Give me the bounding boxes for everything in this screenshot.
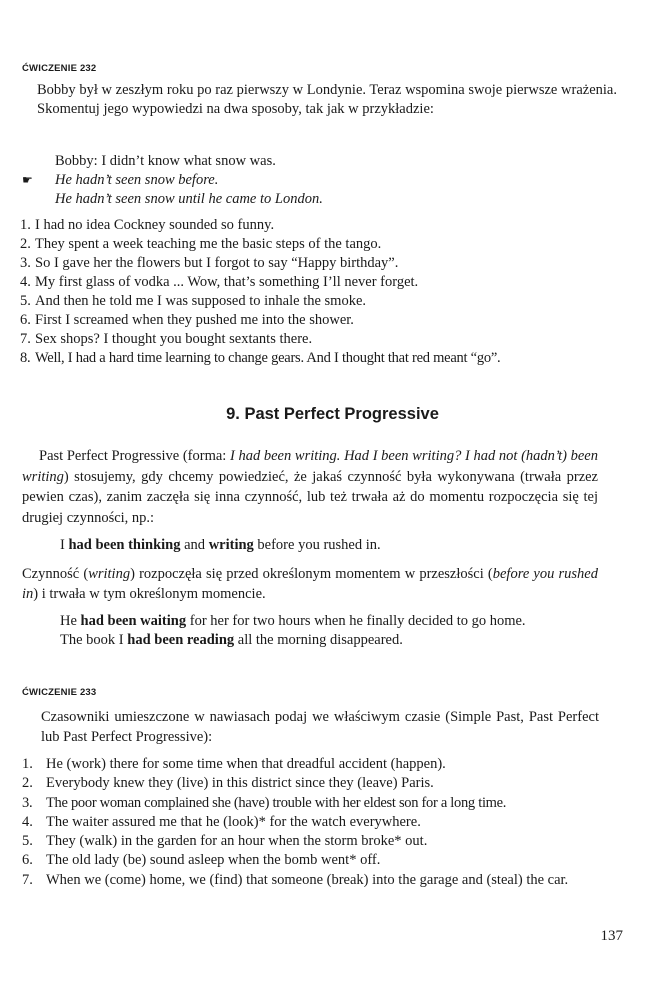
list-item <box>20 216 630 235</box>
example-bold-text: had been waiting <box>80 613 187 629</box>
italic-text: before you rushed in <box>22 566 598 602</box>
example-text: and <box>180 537 209 553</box>
exercise-233-heading: ĆWICZENIE 233 <box>22 687 97 698</box>
exercise-233-list <box>22 755 600 890</box>
item-text: First I screamed when they pushed me into the shower. <box>35 312 354 328</box>
list-item <box>20 254 630 273</box>
item-text: Sex shops? I thought you bought sextants there. <box>35 331 313 347</box>
item-text: They spent a week teaching me the basic steps of the tango. <box>35 236 382 252</box>
item-text: The old lady (be) sound asleep when the bomb went* off. <box>46 852 381 869</box>
example-text: for her for two hours when he finally decided to go home. <box>186 613 526 629</box>
list-item <box>22 851 600 870</box>
paragraph-text: ) rozpoczęła się przed określonym momentem w przeszłości ( <box>130 566 493 582</box>
example-text: before you rushed in. <box>253 537 381 553</box>
item-text: They (walk) in the garden for an hour when the storm broke* out. <box>46 833 428 850</box>
exercise-232-heading: ĆWICZENIE 232 <box>22 63 97 74</box>
example-bold-text: had been reading <box>127 632 235 648</box>
item-text: He (work) there for some time when that dreadful accident (happen). <box>46 756 446 772</box>
item-text: When we (come) home, we (find) that someone (break) into the garage and (steal) the car. <box>46 871 569 888</box>
exercise-232-instruction: Bobby był w zeszłym roku po raz pierwszy w Londynie. Teraz wspomina swoje pierwsze wrażenia. Skomentuj jego wypowiedzi na dwa sposoby, tak jak w przykładzie: <box>37 82 617 117</box>
item-text: So I gave her the flowers but I forgot to say “Happy birthday”. <box>35 255 399 271</box>
item-text: Everybody knew they (live) in this district since they (leave) Paris. <box>46 775 434 792</box>
item-number: 5. <box>22 833 33 850</box>
list-item <box>20 292 630 311</box>
example-sentence-1 <box>60 536 381 555</box>
list-item <box>20 235 630 254</box>
item-number: 7. <box>22 871 33 888</box>
item-text: My first glass of vodka ... Wow, that’s something I’ll never forget. <box>35 274 419 290</box>
paragraph-text: ) i trwała w tym określonym momencie. <box>33 586 266 602</box>
list-item <box>22 832 600 851</box>
example-text: He <box>60 613 81 629</box>
form-examples: I had been writing. Had I been writing? I had not (hadn’t) been writing <box>22 448 598 485</box>
item-number: 2. <box>20 236 31 252</box>
example-answer-1: He hadn’t seen snow before. <box>55 172 219 188</box>
exercise-233-instruction: Czasowniki umieszczone w nawiasach podaj we właściwym czasie (Simple Past, Past Perfect lub Past Perfect Progressive): <box>41 709 599 745</box>
pointing-hand-icon: ☛ <box>22 173 33 187</box>
item-text: I had no idea Cockney sounded so funny. <box>35 217 275 233</box>
list-item <box>20 273 630 292</box>
example-bold-text: writing <box>208 537 254 553</box>
example-sentence-2 <box>60 612 526 631</box>
list-item <box>22 794 600 813</box>
page-number: 137 <box>600 928 623 944</box>
list-item <box>20 311 630 330</box>
paragraph-text: Czynność ( <box>22 566 89 582</box>
item-number: 4. <box>20 274 31 290</box>
example-answer-2: He hadn’t seen snow until he came to London. <box>55 191 323 207</box>
item-number: 6. <box>20 312 31 328</box>
item-number: 8. <box>20 350 31 366</box>
section-paragraph-2 <box>22 564 598 604</box>
item-number: 3. <box>20 255 31 271</box>
item-number: 4. <box>22 813 33 830</box>
item-text: The poor woman complained she (have) trouble with her eldest son for a long time. <box>46 794 507 811</box>
example-text: all the morning disappeared. <box>234 632 403 648</box>
example-text: The book I <box>60 632 128 648</box>
item-number: 1. <box>22 756 33 772</box>
item-text: The waiter assured me that he (look)* for the watch everywhere. <box>46 813 421 830</box>
exercise-232-list <box>20 216 630 368</box>
italic-text: writing <box>88 566 131 582</box>
example-sentence-3 <box>60 631 403 650</box>
item-text: And then he told me I was supposed to inhale the smoke. <box>35 293 367 309</box>
section-title: 9. Past Perfect Progressive <box>226 405 439 423</box>
item-number: 1. <box>20 217 31 233</box>
list-item <box>22 871 600 890</box>
paragraph-text: Past Perfect Progressive (forma: <box>39 448 230 464</box>
item-number: 7. <box>20 331 31 347</box>
example-text: I <box>60 537 69 553</box>
list-item <box>22 755 600 774</box>
item-number: 3. <box>22 794 33 811</box>
item-number: 5. <box>20 293 31 309</box>
section-paragraph-1 <box>22 446 598 528</box>
item-text: Well, I had a hard time learning to change gears. And I thought that red meant “go”. <box>35 350 501 366</box>
list-item <box>22 774 600 793</box>
item-number: 6. <box>22 852 33 869</box>
list-item <box>22 813 600 832</box>
list-item <box>20 349 630 368</box>
list-item <box>20 330 630 349</box>
item-number: 2. <box>22 775 33 792</box>
paragraph-text: ) stosujemy, gdy chcemy powiedzieć, że jakaś czynność była wykonywana (trwała przez pewien czas), zanim zaczęła się inna czynność, lub też trwała aż do momentu rozpoczęcia się tej drugiej czynności, np.: <box>22 468 598 526</box>
example-bold-text: had been thinking <box>68 537 181 553</box>
example-bobby-line: Bobby: I didn’t know what snow was. <box>55 153 276 169</box>
